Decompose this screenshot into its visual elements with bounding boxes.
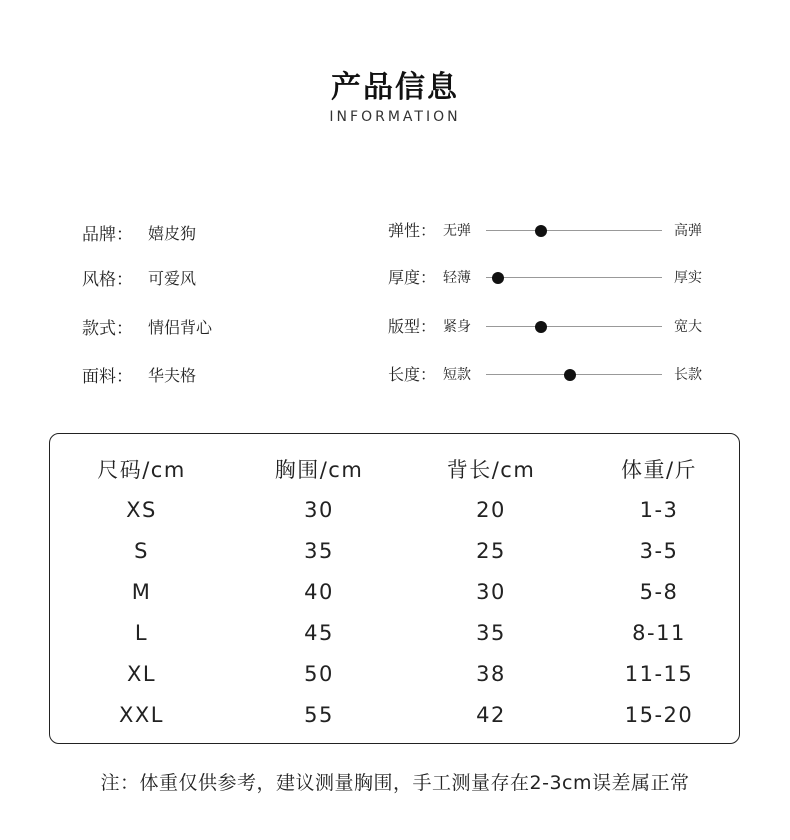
table-cell: 50 [304,661,334,686]
scale-key: 长度： [388,365,437,384]
scale-track [486,374,662,375]
scale-key: 弹性： [388,221,437,240]
scale-min-label: 轻薄 [443,270,471,286]
scale-length [388,363,718,387]
attribute-brand [82,220,196,244]
scale-knob [492,272,504,284]
header-cell: 体重/斤 [620,457,698,482]
scale-knob [535,225,547,237]
table-row [50,612,741,653]
table-cell: 35 [304,538,334,563]
scale-knob [535,321,547,333]
scale-max-label: 宽大 [674,319,702,335]
attribute-key: 款式： [82,318,133,339]
table-cell: S [134,538,149,563]
table-cell: 42 [476,702,506,727]
scale-elasticity [388,219,718,243]
table-cell: 20 [476,497,506,522]
table-cell: 35 [476,620,506,645]
attribute-fabric [82,362,196,386]
attribute-key: 风格： [82,269,133,290]
page-title: 产品信息 [331,70,459,105]
attribute-style [82,265,196,289]
page-subtitle: INFORMATION [329,109,461,125]
header-cell: 尺码/cm [97,457,186,482]
table-row [50,653,741,694]
table-cell: 11-15 [624,661,694,686]
scale-max-label: 高弹 [674,223,702,239]
scale-min-label: 短款 [443,367,471,383]
attribute-key: 面料： [82,366,133,387]
scale-track [486,277,662,278]
scale-min-label: 紧身 [443,319,471,335]
size-table-header [50,448,741,489]
scale-knob [564,369,576,381]
footnote: 注：体重仅供参考，建议测量胸围，手工测量存在2-3cm误差属正常 [100,772,690,794]
table-cell: 15-20 [624,702,694,727]
scale-thickness [388,266,718,290]
size-table [50,448,741,735]
attribute-key: 品牌： [82,224,133,245]
table-cell: 30 [304,497,334,522]
table-cell: 55 [304,702,334,727]
scale-max-label: 厚实 [674,270,702,286]
table-cell: 25 [476,538,506,563]
attribute-value: 嬉皮狗 [148,223,197,243]
table-row [50,530,741,571]
table-row [50,571,741,612]
table-cell: 3-5 [639,538,679,563]
attribute-value: 可爱风 [148,268,197,288]
table-row [50,489,741,530]
table-cell: 45 [304,620,334,645]
header-cell: 背长/cm [446,457,536,482]
table-cell: XS [126,497,157,522]
table-cell: XL [126,661,157,686]
table-cell: M [131,579,152,604]
table-cell: 40 [304,579,334,604]
table-cell: 38 [476,661,506,686]
table-cell: 30 [476,579,506,604]
scale-key: 版型： [388,317,437,336]
scale-min-label: 无弹 [443,223,471,239]
scale-fit [388,315,718,339]
scale-track [486,326,662,327]
scale-key: 厚度： [388,268,437,287]
scale-max-label: 长款 [674,367,702,383]
attribute-design [82,314,212,338]
header-cell: 胸围/cm [274,457,364,482]
table-cell: 1-3 [639,497,679,522]
table-row [50,694,741,735]
attribute-value: 华夫格 [148,365,197,385]
table-cell: L [134,620,149,645]
scale-track [486,230,662,231]
table-cell: 8-11 [632,620,686,645]
table-cell: XXL [119,702,164,727]
table-cell: 5-8 [639,579,679,604]
attribute-value: 情侣背心 [148,317,213,337]
size-table-box [49,433,740,744]
